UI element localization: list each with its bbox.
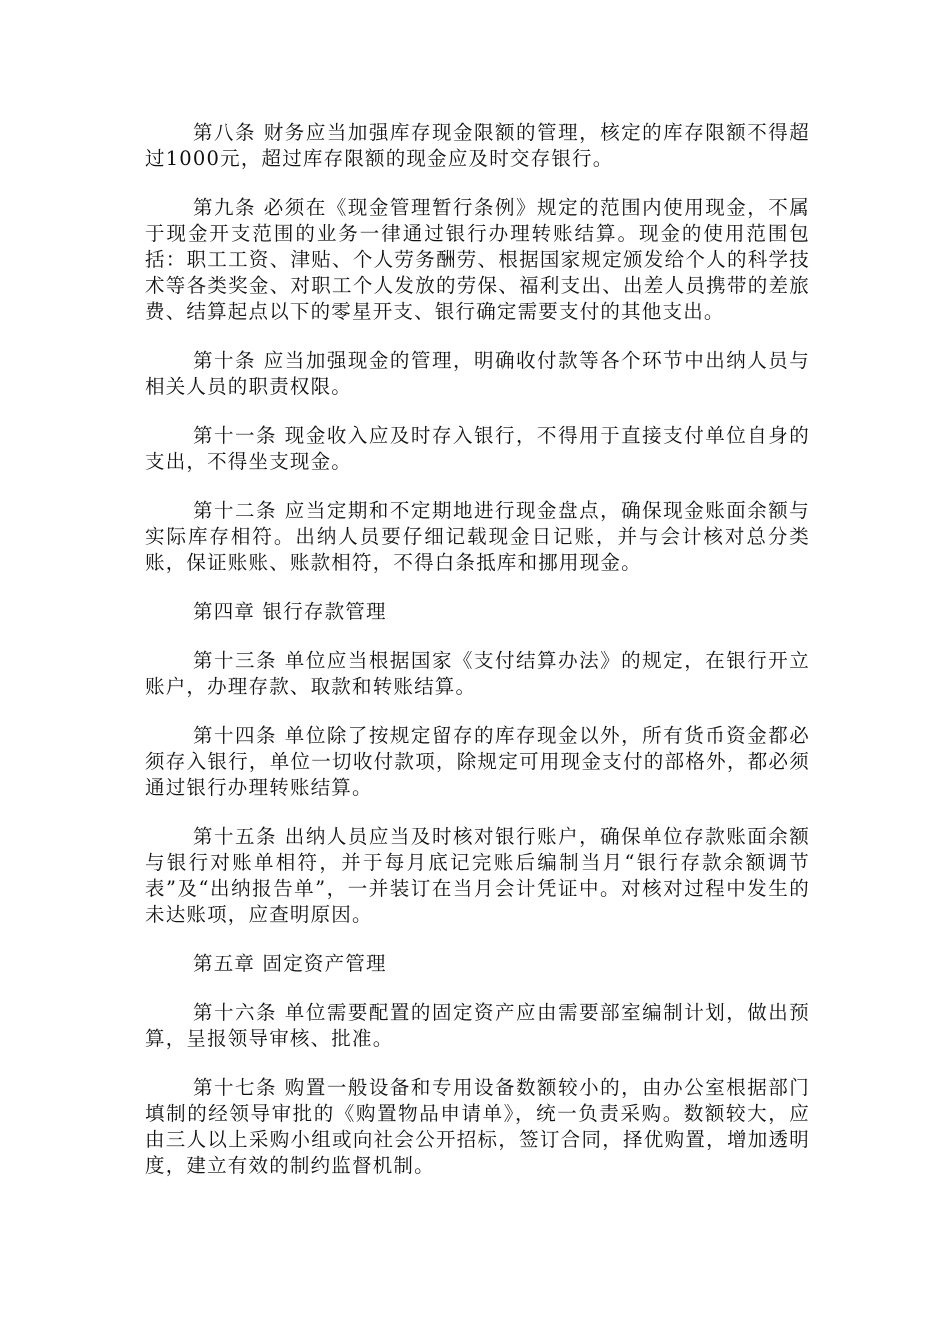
article-17: 第十七条 购置一般设备和专用设备数额较小的，由办公室根据部门填制的经领导审批的《购置物品申请单》，统一负责采购。数额较大，应由三人以上采购小组或向社会公开招标，签订合同，择优购置，增加透明度，建立有效的制约监督机制。 <box>145 1076 810 1177</box>
article-15: 第十五条 出纳人员应当及时核对银行账户，确保单位存款账面余额与银行对账单相符，并于每月底记完账后编制当月“银行存款余额调节表”及“出纳报告单”，一并装订在当月会计凭证中。对核对过程中发生的未达账项，应查明原因。 <box>145 825 810 926</box>
article-13: 第十三条 单位应当根据国家《支付结算办法》的规定，在银行开立账户，办理存款、取款和转账结算。 <box>145 649 810 698</box>
article-8: 第八条 财务应当加强库存现金限额的管理，核定的库存限额不得超过1000元，超过库存限额的现金应及时交存银行。 <box>145 121 810 170</box>
article-12: 第十二条 应当定期和不定期地进行现金盘点，确保现金账面余额与实际库存相符。出纳人员要仔细记载现金日记账，并与会计核对总分类账，保证账账、账款相符，不得白条抵库和挪用现金。 <box>145 499 810 574</box>
article-14: 第十四条 单位除了按规定留存的库存现金以外，所有货币资金都必须存入银行，单位一切收付款项，除规定可用现金支付的部格外，都必须通过银行办理转账结算。 <box>145 724 810 799</box>
article-9: 第九条 必须在《现金管理暂行条例》规定的范围内使用现金，不属于现金开支范围的业务一律通过银行办理转账结算。现金的使用范围包括：职工工资、津贴、个人劳务酬劳、根据国家规定颁发给个人的科学技术等各类奖金、对职工个人发放的劳保、福利支出、出差人员携带的差旅费、结算起点以下的零星开支、银行确定需要支付的其他支出。 <box>145 196 810 323</box>
article-11: 第十一条 现金收入应及时存入银行，不得用于直接支付单位自身的支出，不得坐支现金。 <box>145 424 810 473</box>
chapter-5-heading: 第五章 固定资产管理 <box>193 952 387 975</box>
article-10: 第十条 应当加强现金的管理，明确收付款等各个环节中出纳人员与相关人员的职责权限。 <box>145 349 810 398</box>
document-body <box>145 120 810 1202</box>
chapter-4-heading: 第四章 银行存款管理 <box>193 600 387 623</box>
article-16: 第十六条 单位需要配置的固定资产应由需要部室编制计划，做出预算，呈报领导审核、批准。 <box>145 1001 810 1050</box>
